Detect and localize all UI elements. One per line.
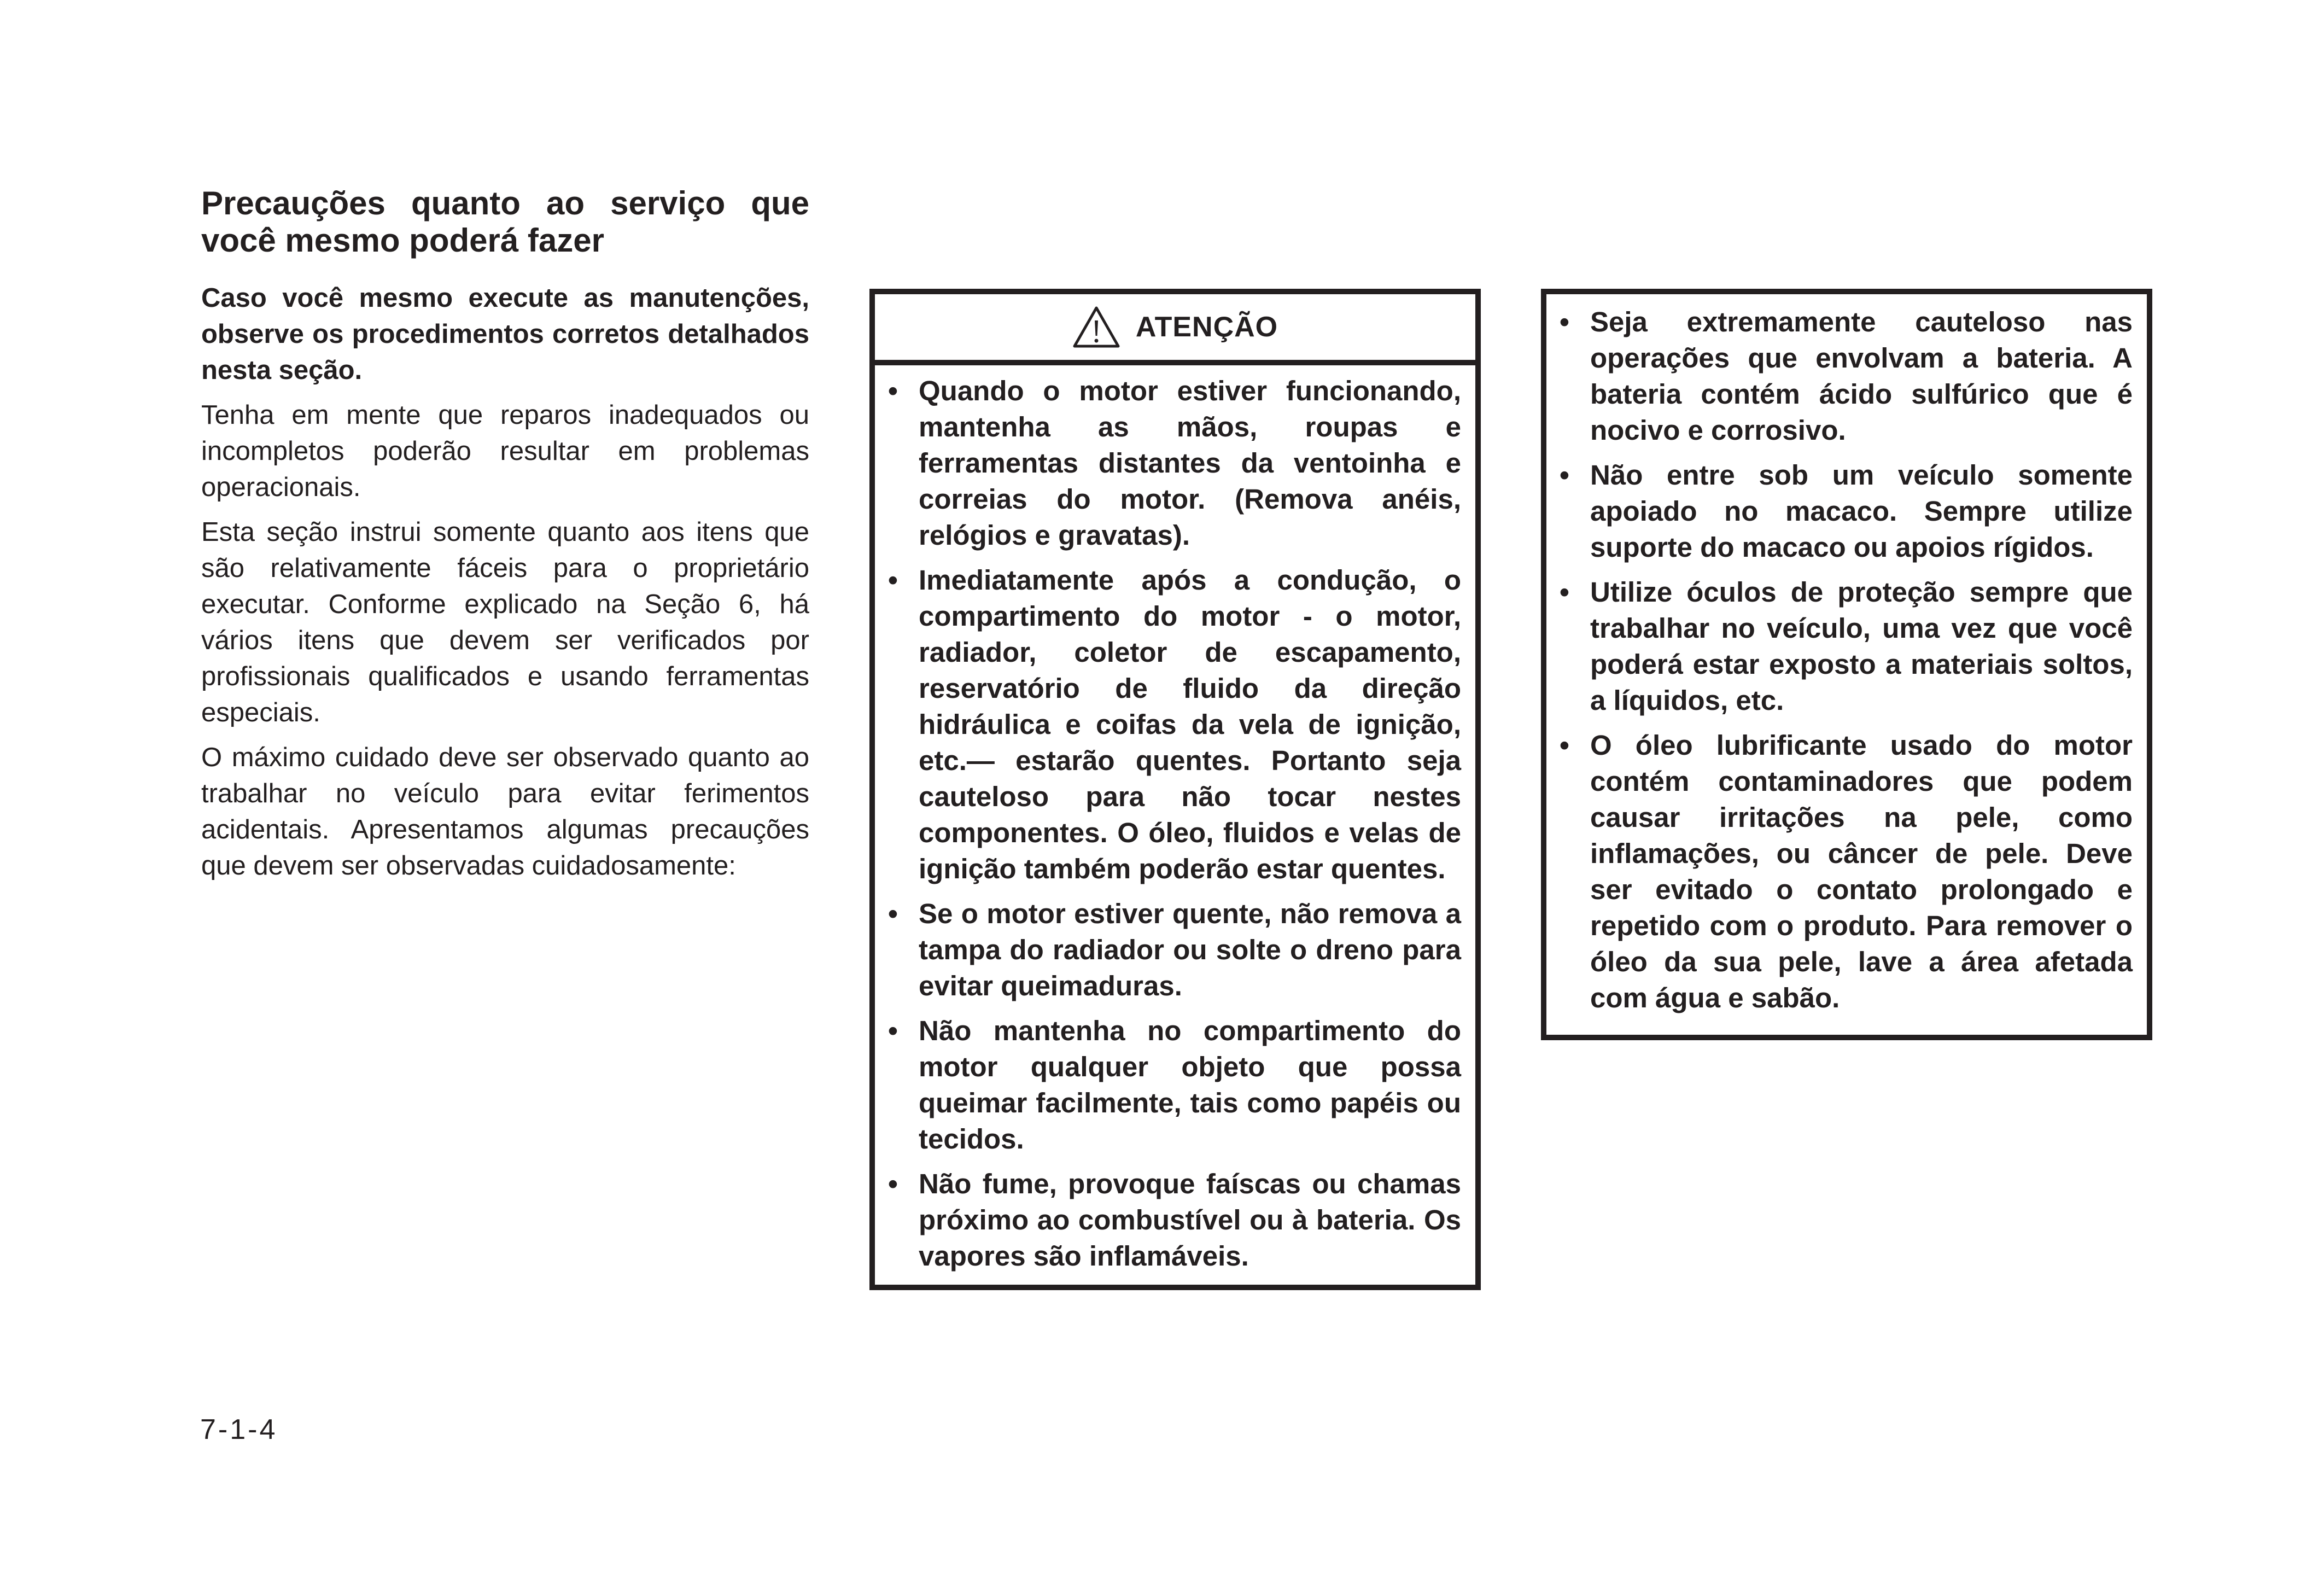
warning-box-main: [869, 289, 1481, 1290]
left-column: [201, 185, 809, 893]
warning-header: [875, 294, 1475, 365]
warning-box-continued: [1541, 289, 2152, 1040]
body-paragraph-3: O máximo cuidado deve ser observado quanto ao trabalhar no veículo para evitar ferimentos acidentais. Apresentamos algumas precauções que devem ser observadas cuidadosamente:: [201, 743, 809, 881]
warning-item: [888, 1166, 1461, 1274]
bullet: •: [888, 1015, 898, 1046]
warning-item: [888, 562, 1461, 887]
warning-list-col1: [875, 365, 1475, 1274]
bullet: •: [888, 375, 898, 406]
warning-item: [1560, 574, 2133, 719]
warning-item: [1560, 304, 2133, 448]
warning-item: [1560, 457, 2133, 565]
warning-item: [888, 896, 1461, 1004]
warning-item: [888, 1013, 1461, 1157]
section-title: Precauções quanto ao serviço que você mesmo poderá fazer: [201, 185, 809, 259]
bullet: •: [888, 1168, 898, 1199]
bullet: •: [1560, 576, 1569, 608]
warning-item-text: Utilize óculos de proteção sempre que trabalhar no veículo, uma vez que você poderá estar exposto a materiais soltos, a líquidos, etc.: [1590, 576, 2133, 716]
warning-item-text: Não mantenha no compartimento do motor qualquer objeto que possa queimar facilmente, tais como papéis ou tecidos.: [919, 1015, 1461, 1155]
intro-paragraph: Caso você mesmo execute as manutenções, observe os procedimentos corretos detalhados nesta seção.: [201, 283, 809, 385]
bullet: •: [888, 564, 898, 596]
warning-item-text: Quando o motor estiver funcionando, mantenha as mãos, roupas e ferramentas distantes da ventoinha e correias do motor. (Remova anéis, relógios e gravatas).: [919, 375, 1461, 551]
warning-item: [1560, 727, 2133, 1016]
bullet: •: [888, 898, 898, 929]
bullet: •: [1560, 306, 1569, 337]
warning-item-text: Não entre sob um veículo somente apoiado no macaco. Sempre utilize suporte do macaco ou apoios rígidos.: [1590, 459, 2133, 563]
warning-item: [888, 373, 1461, 553]
body-paragraph-1: Tenha em mente que reparos inadequados ou incompletos poderão resultar em problemas operacionais.: [201, 400, 809, 502]
warning-item-text: Não fume, provoque faíscas ou chamas próximo ao combustível ou à bateria. Os vapores são inflamáveis.: [919, 1168, 1461, 1272]
page-number: 7-1-4: [200, 1414, 278, 1445]
warning-item-text: Se o motor estiver quente, não remova a tampa do radiador ou solte o dreno para evitar queimaduras.: [919, 898, 1461, 1001]
warning-item-text: Seja extremamente cauteloso nas operações que envolvam a bateria. A bateria contém ácido sulfúrico que é nocivo e corrosivo.: [1590, 306, 2133, 446]
bullet: •: [1560, 459, 1569, 491]
warning-item-text: O óleo lubrificante usado do motor contém contaminadores que podem causar irritações na pele, como inflamações, ou câncer de pele. Deve ser evitado o contato prolongado e repetido com o produto. Para remover o óleo da sua pele, lave a área afetada com água e sabão.: [1590, 730, 2133, 1013]
warning-triangle-icon: [1072, 305, 1120, 349]
bullet: •: [1560, 730, 1569, 761]
warning-header-label: ATENÇÃO: [1135, 311, 1278, 343]
body-paragraph-2: Esta seção instrui somente quanto aos itens que são relativamente fáceis para o proprietário executar. Conforme explicado na Seção 6, há vários itens que devem ser verificados por profissionais qualificados e usando ferramentas especiais.: [201, 517, 809, 727]
warning-list-col2: [1546, 294, 2147, 1016]
warning-item-text: Imediatamente após a condução, o compartimento do motor - o motor, radiador, coletor de escapamento, reservatório de fluido da direção hidráulica e coifas da vela de ignição, etc.— estarão quentes. Portanto seja cauteloso para não tocar nestes componentes. O óleo, fluidos e velas de ignição também poderão estar quentes.: [919, 564, 1461, 884]
